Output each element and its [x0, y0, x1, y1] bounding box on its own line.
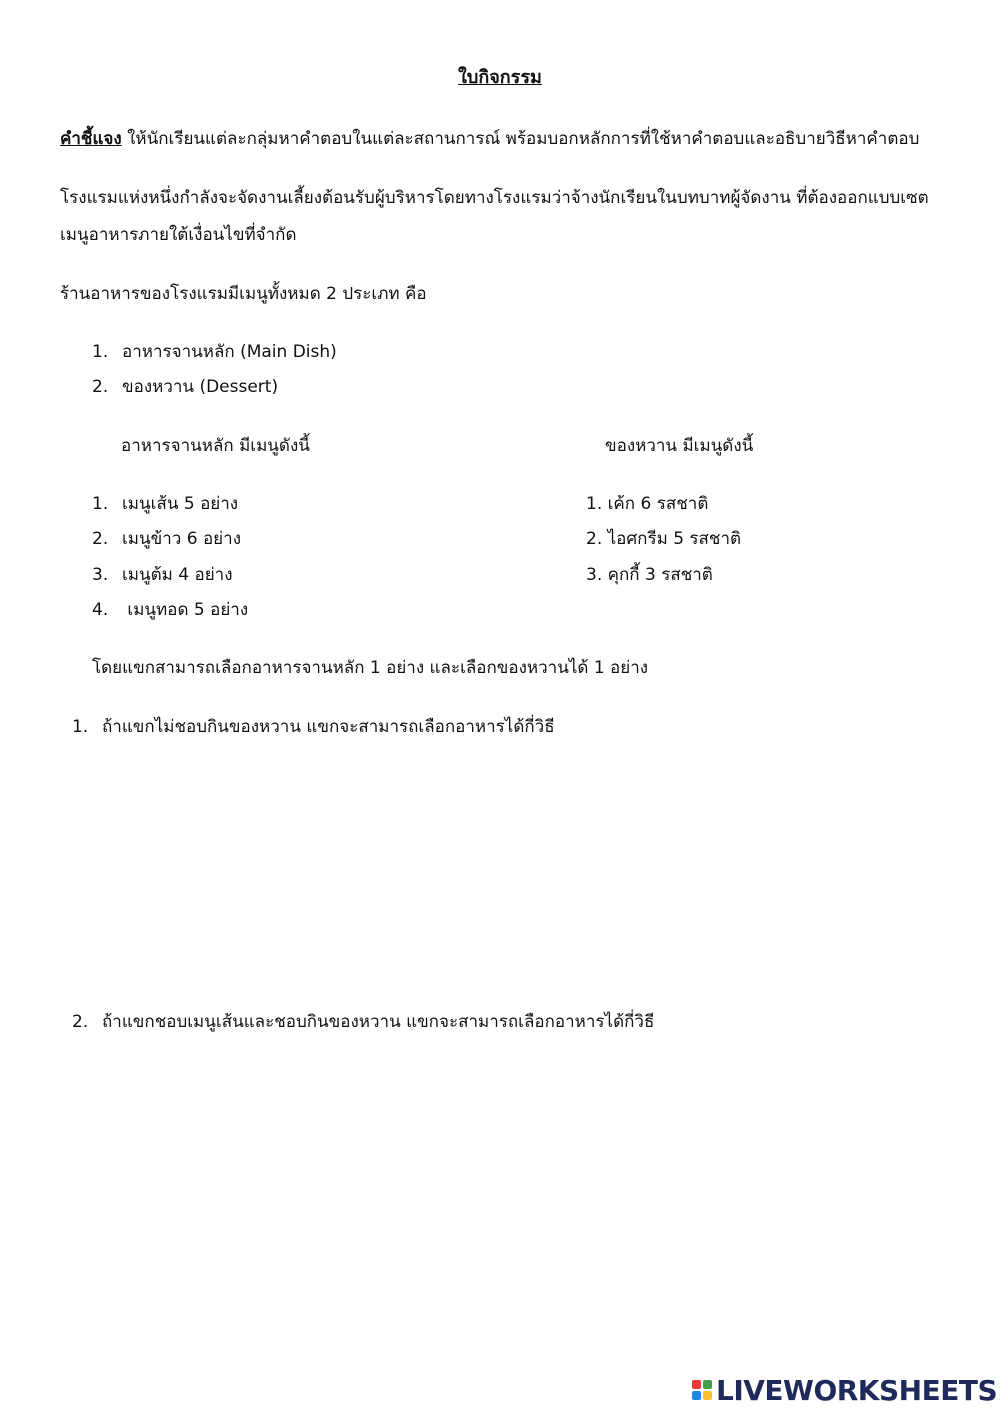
question-number: 2. [72, 1012, 89, 1032]
page-title: ใบกิจกรรม [458, 67, 542, 88]
main-dish-text: เมนูข้าว 6 อย่าง [122, 529, 241, 549]
liveworksheets-mark-icon [692, 1380, 712, 1400]
category-text: ของหวาน (Dessert) [122, 377, 279, 397]
dessert-item: 2. ไอศกรีม 5 รสชาติ [586, 529, 742, 549]
question-2 [72, 1010, 654, 1034]
question-text: ถ้าแขกไม่ชอบกินของหวาน แขกจะสามารถเลือกอาหารได้กี่วิธี [102, 717, 555, 737]
scenario-line-2: เมนูอาหารภายใต้เงื่อนไขที่จำกัด [60, 225, 297, 245]
main-dish-item [92, 598, 248, 622]
liveworksheets-logo [692, 1374, 997, 1406]
category-item [92, 375, 278, 399]
main-dish-text: เมนูทอด 5 อย่าง [122, 600, 249, 620]
main-dish-text: เมนูเส้น 5 อย่าง [122, 494, 239, 514]
logo-square [692, 1391, 701, 1400]
question-1 [72, 715, 555, 739]
scenario-line-1: โรงแรมแห่งหนึ่งกำลังจะจัดงานเลี้ยงต้อนรับผู้บริหารโดยทางโรงแรมว่าจ้างนักเรียนในบทบาทผู้จัดงาน ที่ต้องออกแบบเซต [60, 188, 929, 208]
selection-condition: โดยแขกสามารถเลือกอาหารจานหลัก 1 อย่าง และเลือกของหวานได้ 1 อย่าง [92, 658, 649, 678]
main-dish-number: 2. [92, 529, 109, 549]
logo-square [692, 1380, 701, 1389]
main-dish-number: 3. [92, 565, 109, 585]
main-dish-number: 4. [92, 600, 109, 620]
category-text: อาหารจานหลัก (Main Dish) [122, 342, 337, 362]
dessert-heading: ของหวาน มีเมนูดังนี้ [605, 436, 754, 456]
main-dish-heading: อาหารจานหลัก มีเมนูดังนี้ [121, 436, 310, 456]
instruction-text: ให้นักเรียนแต่ละกลุ่มหาคำตอบในแต่ละสถานการณ์ พร้อมบอกหลักการที่ใช้หาคำตอบและอธิบายวิธีหาคำตอบ [121, 129, 920, 149]
instruction [60, 127, 919, 151]
category-number: 1. [92, 342, 109, 362]
logo-square [703, 1380, 712, 1389]
main-dish-item [92, 492, 238, 516]
instruction-label: คำชี้แจง [60, 129, 122, 149]
main-dish-item [92, 563, 233, 587]
dessert-item: 1. เค้ก 6 รสชาติ [586, 494, 709, 514]
main-dish-number: 1. [92, 494, 109, 514]
logo-square [703, 1391, 712, 1400]
question-number: 1. [72, 717, 89, 737]
question-text: ถ้าแขกชอบเมนูเส้นและชอบกินของหวาน แขกจะสามารถเลือกอาหารได้กี่วิธี [102, 1012, 655, 1032]
main-dish-text: เมนูต้ม 4 อย่าง [122, 565, 233, 585]
category-number: 2. [92, 377, 109, 397]
main-dish-item [92, 527, 241, 551]
liveworksheets-wordmark: LIVEWORKSHEETS [716, 1373, 998, 1407]
category-item [92, 340, 337, 364]
dessert-item: 3. คุกกี้ 3 รสชาติ [586, 565, 713, 585]
restaurant-intro: ร้านอาหารของโรงแรมมีเมนูทั้งหมด 2 ประเภท คือ [60, 284, 427, 304]
